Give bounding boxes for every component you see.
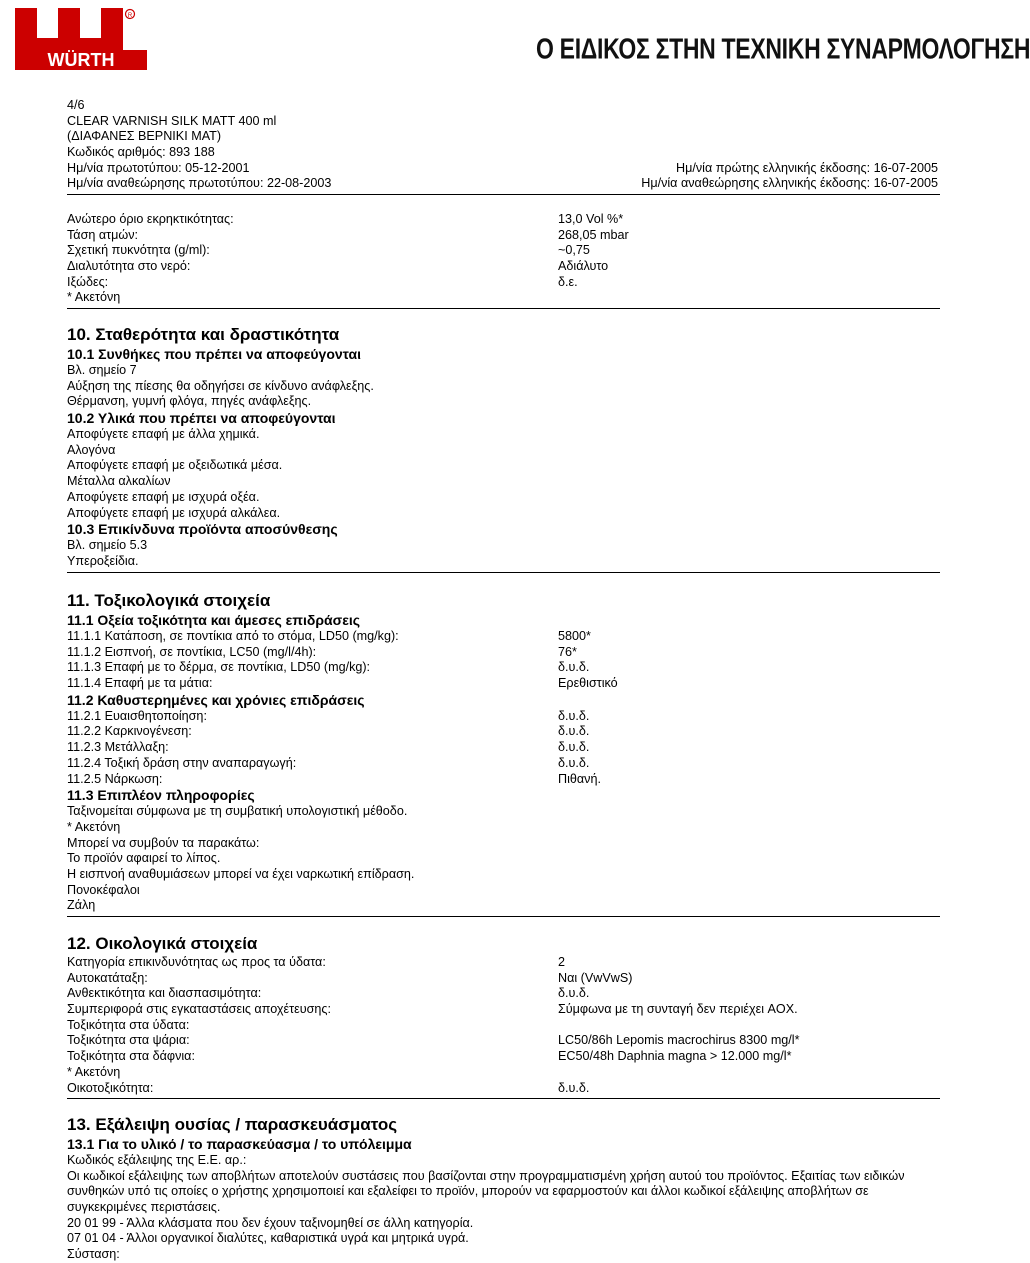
section-12 [67, 933, 940, 1099]
eco-label: Συμπεριφορά στις εγκαταστάσεις αποχέτευσης: [67, 1002, 331, 1017]
eco-value: δ.υ.δ. [558, 986, 590, 1001]
article-number: Κωδικός αριθμός: 893 188 [67, 145, 215, 160]
eco-value: LC50/86h Lepomis macrochirus 8300 mg/l* [558, 1033, 800, 1048]
tox-row [67, 629, 940, 645]
property-value: 13,0 Vol %* [558, 212, 624, 226]
tox-label: 11.2.5 Νάρκωση: [67, 771, 163, 786]
tox-label: 11.2.4 Τοξική δράση στην αναπαραγωγή: [67, 755, 297, 770]
tox-value: 5800* [558, 629, 591, 643]
first-greek-edition-date: Ημ/νία πρώτης ελληνικής έκδοσης: 16-07-2005 [676, 160, 938, 175]
eco-row [67, 1065, 940, 1081]
property-label: Ανώτερο όριο εκρηκτικότητας: [67, 212, 234, 226]
tox-label: 11.2.2 Καρκινογένεση: [67, 724, 192, 739]
divider [67, 1098, 940, 1099]
subsection-title: 13.1 Για το υλικό / το παρασκεύασμα / το υπόλειμμα [67, 1136, 412, 1152]
tox-row [67, 709, 940, 725]
greek-revision-date: Ημ/νία αναθεώρησης ελληνικής έκδοσης: 16-07-2005 [641, 176, 938, 191]
subsection-title: 10.3 Επικίνδυνα προϊόντα αποσύνθεσης [67, 521, 338, 538]
property-value: 268,05 mbar [558, 227, 629, 242]
eco-row [67, 1033, 940, 1049]
tox-value: 76* [558, 644, 577, 659]
section-title: 11. Τοξικολογικά στοιχεία [67, 591, 271, 610]
text-line: Το προϊόν αφαιρεί το λίπος. [67, 851, 221, 866]
property-value: Αδιάλυτο [558, 259, 609, 274]
eco-row [67, 971, 940, 987]
tox-row [67, 645, 940, 661]
section-13 [67, 1114, 940, 1263]
text-line: Υπεροξείδια. [67, 553, 139, 568]
property-row [67, 259, 940, 275]
eco-label: Τοξικότητα στα δάφνια: [67, 1049, 195, 1064]
property-label: Σχετική πυκνότητα (g/ml): [67, 243, 210, 258]
waste-code: 20 01 99 - Άλλα κλάσματα που δεν έχουν ταξινομηθεί σε άλλη κατηγορία. [67, 1215, 474, 1230]
property-label: * Ακετόνη [67, 290, 121, 305]
document-info [67, 98, 940, 195]
text-line: Αύξηση της πίεσης θα οδηγήσει σε κίνδυνο ανάφλεξης. [67, 378, 374, 393]
svg-text:R: R [127, 13, 133, 19]
product-name-greek: (ΔΙΑΦΑΝΕΣ ΒΕΡΝΙΚΙ ΜΑΤ) [67, 129, 222, 144]
text-line: Βλ. σημείο 7 [67, 363, 137, 377]
eco-label: Οικοτοξικότητα: [67, 1080, 154, 1095]
eco-row [67, 955, 940, 971]
tox-label: 11.2.1 Ευαισθητοποίηση: [67, 708, 207, 723]
text-line: Αποφύγετε επαφή με οξειδωτικά μέσα. [67, 458, 283, 473]
property-label: Ιξώδες: [67, 274, 109, 289]
disposal-paragraph: Οι κωδικοί εξάλειψης των αποβλήτων αποτελούν συστάσεις που βασίζονται στην προγραμματισμένη χρήση αυτού του προϊόντος. Εξαιτίας των ειδικών συνθηκών υπό τις οποίες ο χρήστης χρησιμοποιεί και εξαλείφει το προϊόν, μπορούν να εφαρμοστούν και άλλοι κωδικοί εξάλειψης αποβλήτων σε συγκεκριμένες περιστάσεις. [67, 1168, 905, 1215]
wurth-logo [15, 8, 150, 70]
tox-value: δ.υ.δ. [558, 724, 590, 739]
tox-value: Πιθανή. [558, 771, 601, 786]
property-row [67, 243, 940, 259]
tox-label: 11.1.2 Εισπνοή, σε ποντίκια, LC50 (mg/l/4h): [67, 644, 317, 659]
company-slogan: Ο ΕΙΔΙΚΟΣ ΣΤΗΝ ΤΕΧΝΙΚΗ ΣΥΝΑΡΜΟΛΟΓΗΣΗ [536, 32, 1030, 65]
eco-label: Κατηγορία επικινδυνότητας ως προς τα ύδατα: [67, 955, 326, 969]
tox-value: Ερεθιστικό [558, 676, 618, 691]
text-line: Η εισπνοή αναθυμιάσεων μπορεί να έχει ναρκωτική επίδραση. [67, 866, 415, 881]
subsection-title: 11.1 Οξεία τοξικότητα και άμεσες επιδράσεις [67, 612, 361, 628]
tox-value: δ.υ.δ. [558, 708, 590, 723]
eco-row [67, 1002, 940, 1018]
wurth-logo-icon [15, 8, 150, 70]
tox-row [67, 756, 940, 772]
eco-label: Αυτοκατάταξη: [67, 970, 148, 985]
tox-row [67, 660, 940, 676]
text-line: Βλ. σημείο 5.3 [67, 538, 148, 553]
eco-value: δ.υ.δ. [558, 1080, 590, 1095]
text-line: Σύσταση: [67, 1247, 120, 1262]
tox-value: δ.υ.δ. [558, 740, 590, 755]
eco-row [67, 986, 940, 1002]
property-label: Τάση ατμών: [67, 227, 139, 242]
subsection-title: 10.2 Υλικά που πρέπει να αποφεύγονται [67, 410, 336, 427]
text-line: Θέρμανση, γυμνή φλόγα, πηγές ανάφλεξης. [67, 394, 312, 409]
section-title: 13. Εξάλειψη ουσίας / παρασκευάσματος [67, 1115, 398, 1134]
eco-label: Τοξικότητα στα ύδατα: [67, 1017, 190, 1032]
section-11 [67, 590, 940, 917]
section-title: 12. Οικολογικά στοιχεία [67, 934, 258, 953]
section-title: 10. Σταθερότητα και δραστικότητα [67, 325, 340, 344]
divider [67, 916, 940, 917]
property-value: δ.ε. [558, 274, 578, 289]
text-line: Πονοκέφαλοι [67, 882, 140, 897]
eco-value: Ναι (VwVwS) [558, 970, 633, 985]
text-line: Αλογόνα [67, 442, 116, 457]
eco-label: Τοξικότητα στα ψάρια: [67, 1033, 190, 1048]
original-revision-date: Ημ/νία αναθεώρησης πρωτοτύπου: 22-08-2003 [67, 176, 332, 191]
text-line: Μπορεί να συμβούν τα παρακάτω: [67, 835, 260, 850]
text-line: Ταξινομείται σύμφωνα με τη συμβατική υπολογιστική μέθοδο. [67, 804, 408, 819]
tox-row [67, 724, 940, 740]
property-row [67, 228, 940, 244]
text-line: Αποφύγετε επαφή με άλλα χημικά. [67, 427, 260, 442]
text-line: Αποφύγετε επαφή με ισχυρά αλκάλεα. [67, 505, 281, 520]
eco-label: Ανθεκτικότητα και διασπασιμότητα: [67, 986, 262, 1001]
eco-row [67, 1049, 940, 1065]
tox-label: 11.1.3 Επαφή με το δέρμα, σε ποντίκια, LD50 (mg/kg): [67, 660, 371, 675]
tox-row [67, 676, 940, 692]
text-line: Μέταλλα αλκαλίων [67, 474, 171, 489]
tox-label: 11.1.1 Κατάποση, σε ποντίκια από το στόμα, LD50 (mg/kg): [67, 629, 399, 643]
property-label: Διαλυτότητα στο νερό: [67, 259, 191, 274]
divider [67, 308, 940, 309]
text-line: * Ακετόνη [67, 819, 121, 834]
eco-value: Σύμφωνα με τη συνταγή δεν περιέχει AOX. [558, 1002, 798, 1017]
text-line: Αποφύγετε επαφή με ισχυρά οξέα. [67, 489, 260, 504]
property-row [67, 275, 940, 291]
waste-code: 07 01 04 - Άλλοι οργανικοί διαλύτες, καθαριστικά υγρά και μητρικά υγρά. [67, 1231, 469, 1246]
eco-row [67, 1018, 940, 1034]
section-10 [67, 324, 940, 573]
property-row [67, 290, 940, 306]
page-header [0, 0, 1030, 80]
divider [67, 194, 940, 195]
tox-value: δ.υ.δ. [558, 660, 590, 675]
text-line: Ζάλη [67, 898, 96, 913]
original-date: Ημ/νία πρωτοτύπου: 05-12-2001 [67, 160, 250, 175]
tox-label: 11.2.3 Μετάλλαξη: [67, 740, 169, 755]
eco-label: * Ακετόνη [67, 1064, 121, 1079]
page-number: 4/6 [67, 98, 85, 112]
subsection-title: 11.2 Καθυστερημένες και χρόνιες επιδράσεις [67, 691, 365, 708]
divider [67, 572, 940, 573]
property-value: ~0,75 [558, 243, 590, 258]
tox-label: 11.1.4 Επαφή με τα μάτια: [67, 676, 213, 691]
subsection-title: 11.3 Επιπλέον πληροφορίες [67, 787, 255, 804]
property-row [67, 212, 940, 228]
product-name: CLEAR VARNISH SILK MATT 400 ml [67, 113, 277, 128]
logo-wordmark: WÜRTH [47, 50, 115, 70]
tox-value: δ.υ.δ. [558, 755, 590, 770]
subsection-title: 10.1 Συνθήκες που πρέπει να αποφεύγονται [67, 346, 362, 362]
text-line: Κωδικός εξάλειψης της Ε.Ε. αρ.: [67, 1153, 247, 1167]
eco-value: 2 [558, 955, 566, 969]
tox-row [67, 772, 940, 788]
tox-row [67, 740, 940, 756]
eco-value: EC50/48h Daphnia magna > 12.000 mg/l* [558, 1049, 792, 1064]
eco-row [67, 1081, 940, 1097]
properties-list [67, 212, 940, 309]
